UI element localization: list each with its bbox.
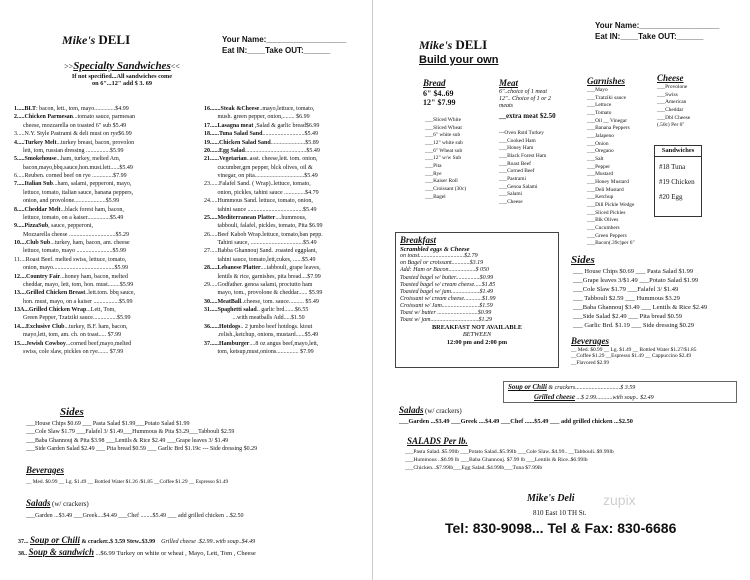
breakfast-item: Toasted bagel w/ butter................$0.99 — [400, 274, 494, 281]
specialty-item: lentils & rice, garnishes, pita bread....$7.99 — [204, 273, 321, 280]
right-sides-heading: Sides — [571, 254, 595, 266]
specialty-item: 29.....Godfather. genoa salami, prociutto ham — [204, 281, 313, 288]
bread-12-price: 12" $7.99 — [423, 98, 456, 108]
garnish-item: ___Oil __ Vinegar — [587, 117, 627, 124]
specialty-item: 25.....Mediterranean Platter....hummous, — [204, 214, 307, 221]
garnish-item: ___Tzatziki sauce — [587, 94, 627, 101]
sandwiches-list — [655, 157, 701, 209]
specialty-item: tom, ketsup,must,onions............... $7.99 — [204, 348, 314, 355]
cheese-item: (.50c) Per 6" — [657, 122, 685, 129]
sandwiches-heading: Sandwiches — [655, 146, 701, 157]
salad-lb-item: ___Hummous ..$6.99 lb ___Baba Ghannouj. $7.99 lb ___Lentils & Rice..$6.99lb — [405, 456, 588, 463]
specialty-item: 16.......Steak &Cheese..mayo,lettuce, tomato, — [204, 106, 315, 112]
cheese-item: ___Dbl Cheese — [657, 114, 691, 121]
specialty-item: 19......Chicken Salad Sand.......................$5.89 — [204, 139, 319, 146]
specialty-list-1 — [14, 106, 194, 357]
breakfast-item: Toast w/ butter ...........................$0.99 — [400, 309, 492, 316]
garnish-item: ___Jalapeno — [587, 133, 614, 140]
specialty-item: 7.....Italian Sub...ham, salami, pepperoni, mayo, — [14, 181, 132, 188]
meat-item: ___Genoa Salami — [499, 183, 538, 190]
specialty-item: 13....Grilled Chicken Breast..lett.tom. bbq sauce, — [14, 290, 136, 297]
specialty-item: 14....Exclusive Club...turkey, B.F. ham, bacon, — [14, 323, 128, 330]
specialty-item: 8.....Cheddar Melt...black forest ham, bacon, — [14, 206, 124, 213]
left-soup-sandwich: 38.. Soup & sandwich ...$6.99 Turkey on white or wheat , Mayo, Lett, Tom , Cheese — [18, 547, 256, 557]
garnish-item: ___Sliced Pickles — [587, 209, 626, 216]
meat-item: ___Black Forest Ham — [499, 153, 547, 160]
side-item: ___ Tabbouli $2.59 ___ Hummous $3.29 — [573, 294, 680, 302]
breakfast-item: Toasted bagel w/ cream cheese.....$1.85 — [400, 281, 496, 288]
breakfast-box — [395, 232, 559, 368]
bread-section — [423, 78, 455, 107]
specialty-item: onion, and provolone.....................$5.99 — [14, 198, 120, 205]
left-sides-heading: Sides — [60, 406, 84, 418]
breakfast-item: Toasted bagel w/ jam...................$1.49 — [400, 288, 493, 295]
garnish-item: ___Honey Mustard — [587, 179, 629, 186]
left-title — [62, 32, 130, 47]
specialty-item: 27.....Babba Ghannouj Sand. .roasted eggplant, — [204, 248, 317, 255]
sandwich-item: #18 Tuna — [659, 162, 686, 171]
specialty-item: lettuce, tomato, on a kaiser...............$5.49 — [14, 214, 124, 221]
specialty-item: 2.....Chicken Parmesan...tomato sauce, parmesan — [14, 114, 135, 121]
sandwiches-box — [654, 145, 702, 217]
cheese-heading: Cheese — [657, 73, 684, 83]
bread-6-price: 6" $4..69 — [423, 88, 454, 98]
left-sides-list — [26, 421, 371, 455]
right-soup-box — [503, 381, 737, 403]
left-beverages-heading: Beverages — [26, 465, 64, 475]
bread-item: ___6" Wheat sub — [425, 147, 463, 154]
specialty-item: 10....Club Sub...turkey, ham, bacon, am. cheese — [14, 240, 130, 246]
side-item: ___House Chips $0.69 ___ Pasta Salad $1.99___Potato Salad $1.99 — [26, 421, 190, 427]
left-menu-panel — [0, 0, 373, 580]
specialty-item: 6.....Reuben. corned beef on rye ..............$7.99 — [14, 173, 127, 179]
bread-item: ___Rye — [425, 170, 442, 177]
cheese-item: ___Cheddar — [657, 107, 684, 114]
specialty-item: 12....Country Fair...honey ham, bacon, melted — [14, 273, 128, 280]
cheese-item: ___American — [657, 99, 687, 106]
breakfast-item: on Bagel or croissant............$3.19 — [400, 260, 484, 267]
garnish-item: ___Cucumbers — [587, 225, 620, 232]
footer-address: 810 East 10 TH St. — [533, 509, 587, 517]
garnish-item: ___Deli Mustard — [587, 186, 624, 193]
meat-item: ___Salami — [499, 191, 523, 198]
garnish-item: ___Onion — [587, 140, 609, 147]
side-item: ___Baba Ghannouj $3.49 ___ Lentils & Rice $2.49 — [573, 303, 708, 311]
specialty-item: 24.....Hummous Sand. lettuce, tomato, onion, — [204, 198, 313, 205]
side-item: ___Baba Ghannouj & Pita $3.98 ___Lentils & Rice $2.49 ___Grape leaves 3/ $1.49 — [26, 437, 229, 444]
salad-lb-item: ___Chicken...$7.99lb___Egg Salad..$4.99lb___Tuna $7.99lb — [405, 464, 543, 471]
side-item: ___ House Chips $0.69 ___ Pasta Salad $1.99 — [573, 268, 694, 275]
right-salads-list: ___Garden ...$3.49 ___Greek ....$4.49 ___Chef ......$5.49 ___ add grilled chicken ...$2.50 — [399, 418, 633, 425]
specialty-item: 21......Vegetarian..asst. cheese,lett. tom. onion, — [204, 156, 318, 163]
garnish-item: ___Ketchup — [587, 194, 614, 201]
garnish-item: ___Pepper — [587, 163, 611, 170]
left-eatin-field[interactable]: Eat IN:____Take OUT:______ — [222, 46, 331, 56]
garnish-item: ___Oregano — [587, 148, 614, 155]
left-beverages-list: __ Med. $0.99 __ Lg. $1.49 __ Bottled Water $1.26 /$1.85 __Coffee $1.29 __ Espresso $1.49 — [26, 479, 229, 485]
right-salads-heading: Salads (w/ crackers) — [399, 405, 462, 415]
specialty-item: 18......Tuna Salad Sand............................$5.49 — [204, 131, 318, 138]
specialty-item: 20......Egg Salad.........................................$5.49 — [204, 147, 320, 154]
breakfast-item: on toast..............................$2.79 — [400, 253, 478, 260]
specialty-item: 1.....BLT: bacon, lett., tom, mayo..............$4.99 — [14, 106, 129, 112]
specialty-item: 37......Hamburger....8 oz angus beef,mayo,lett, — [204, 340, 319, 347]
left-order-fields — [222, 34, 346, 56]
meat-section: Meat 6"..choice of 1 meat 12".. Choice of 1 or 2 meats __extra meat $2.50 — [499, 78, 556, 120]
specialty-item: 26.....Beef Kabob Wrap.lettuce, tomato,ban pepp. — [204, 231, 323, 238]
specialty-item: Green Pepper, Tzatziki sauce................$5.99 — [14, 315, 131, 322]
cheese-list — [657, 84, 690, 130]
breakfast-item: Croissant w/ Jam.........................$1.59 — [400, 302, 493, 309]
specialty-item: tabbouli, falafel, pickles, tomato, Pita $6.99 — [204, 223, 323, 230]
specialty-item: hon. must, mayo, on a kaiser .................$5.99 — [14, 298, 133, 305]
specialty-item: 13A...Grilled Chicken Wrap...Lett, Tom, — [14, 307, 116, 313]
side-item: ___Grape leaves 3/$1.49 ___Potato Salad $1.99 — [573, 276, 699, 284]
specialty-item: 23......Falafel Sand. ( Wrap)..lettuce, tomato, — [204, 181, 311, 188]
sandwich-item: #20 Egg — [659, 193, 683, 202]
right-sides-list — [573, 268, 748, 331]
specialty-item: tahini sauce, tomato,lett,cukes, ......$5.49 — [204, 256, 316, 263]
specialty-item: cheese, mozzarella on toasted 6" sub $5.49 — [14, 122, 127, 129]
bread-item: ___6" white sub — [425, 132, 461, 139]
specialty-item: Mozzarella cheese ...............................$5.29 — [14, 231, 129, 238]
specialty-suffix: << — [170, 62, 180, 71]
salads-lb-list — [405, 449, 614, 473]
bread-item: ___Sliced White — [425, 117, 461, 123]
footer-phone: Tel: 830-9098... Tel & Fax: 830-6686 — [445, 520, 677, 536]
garnish-item: ___Dill Pickle Wedge — [587, 202, 635, 209]
specialty-item: 31.....Spaghetti salad.. garlic brd.......$6.55 — [204, 307, 309, 313]
breakfast-list — [400, 253, 554, 324]
garnish-item: ___Mustard — [587, 171, 614, 178]
specialty-item: cucumber,grn pepper, blck olives, oil & — [204, 164, 313, 171]
bread-item: ___Pita — [425, 163, 442, 170]
sandwich-item: #19 Chicken — [659, 178, 695, 187]
specialty-list-2 — [204, 106, 369, 357]
side-item: ___Side Salad $2.49 ___ Pita bread $0.59 — [573, 312, 683, 320]
meat-item: ___Cooked Ham — [499, 137, 536, 144]
specialty-item: tahini sauce .....................................$5.49 — [204, 206, 317, 213]
specialty-item: 9.....PizzaSub, sauce, pepperoni, — [14, 223, 93, 230]
specialty-item: lett, tom, russian dressing ................$5.99 — [14, 147, 124, 154]
specialty-heading-block — [32, 60, 212, 88]
garnishes-section — [587, 76, 625, 87]
breakfast-item: Croissant w/ cream cheese............$1.99 — [400, 295, 496, 302]
build-your-own-heading: Build your own — [419, 54, 499, 66]
specialty-heading: Specialty Sandwiches — [73, 60, 171, 72]
bread-item: ___Sliced Wheat — [425, 124, 462, 131]
specialty-item: mush. green pepper, onion,........ $6.99 — [204, 114, 310, 121]
meat-item: ___Cheese — [499, 199, 523, 206]
specialty-item: bacon,mayo,bbq.sauce,hon.must.lett......$5.49 — [14, 164, 133, 171]
specialty-item: 30.....MeatBall..cheese, tom. sauce.......... $5.49 — [204, 298, 319, 305]
specialty-item: 3.....N.Y. Style Pastrami & deli must on rye$6.99 — [14, 131, 132, 138]
garnish-item: ___Tomato — [587, 110, 612, 117]
garnish-item: ___Bacon(.39c)per 6" — [587, 240, 635, 247]
garnish-item: ___Banana Peppers — [587, 125, 630, 132]
breakfast-heading: Breakfast — [400, 235, 436, 245]
bread-item: ___Croissant (30c) — [425, 186, 467, 193]
left-salads-heading: Salads (w/ crackers) — [26, 498, 89, 508]
left-title-deli: DELI — [98, 32, 131, 47]
cheese-section — [657, 73, 684, 84]
specialty-item: 11....Roast Beef. melted swiss, lettuce, tomato, — [14, 256, 127, 263]
bread-item: ___Bagel — [425, 193, 446, 200]
specialty-item: ...with meatballs Add.....$1.50 — [204, 315, 305, 322]
specialty-item: onion, pickles, tahini sauce ..............$4.79 — [204, 189, 319, 196]
meat-item: ___Roast Beef — [499, 160, 531, 167]
right-beverages-heading: Beverages — [571, 336, 609, 346]
garnish-item: ___Lettuce — [587, 102, 612, 109]
bread-list — [425, 117, 466, 201]
specialty-note-1: If not specified...All sandwiches come — [71, 72, 173, 80]
garnish-item: ___Blk Olives — [587, 217, 619, 224]
meat-item: ___Honey Ham — [499, 145, 534, 152]
meat-item: ___Pastrami — [499, 176, 526, 183]
breakfast-note: BREAKFAST NOT AVAILABLE BETWEEN 12:00 pm and 2:00 pm — [431, 324, 523, 346]
left-title-mikes: Mike's — [62, 33, 96, 47]
specialty-note-2: on 6"...12" add $ 3. 69 — [91, 80, 152, 88]
side-item: ___ Garlic Brd. $1.19 ___ Side dressing $0.29 — [573, 321, 694, 329]
specialty-item: 28.....Lebanese Platter....tabbouli, grape leaves, — [204, 265, 321, 272]
side-item: ___Cole Slaw $1.79 ___Falafel 3/ $1.49 — [573, 285, 679, 293]
specialty-prefix: >> — [64, 62, 74, 71]
bread-item: ___Kaiser Roll — [425, 178, 458, 185]
garnishes-list — [587, 87, 635, 248]
right-name-field[interactable]: Your Name:__________________ — [595, 21, 720, 30]
cheese-item: ___Provolone — [657, 84, 688, 90]
right-eatin-field[interactable]: Eat IN:____Take OUT:______ — [595, 32, 704, 42]
specialty-item: 17.....Lasagna meat ,Salad & garlic bread$6.99 — [204, 122, 320, 129]
right-title: Mike's DELI — [419, 37, 488, 52]
side-item: ___Side Garden Salad $2.49 ___ Pita bread $0.59 ___ Garlic Brd $1.19c --- Side dressing $0.29 — [26, 446, 258, 453]
specialty-item: 5.....Smokehouse...ham, turkey, melted Am, — [14, 156, 121, 163]
cheese-item: ___Swiss — [657, 91, 678, 98]
specialty-item: mayo,lett, tom, am. ch. on toast..... $7.99 — [14, 332, 122, 339]
right-beverages-list: __ Med. $0.99 __ Lg. $1.49 __ Bottled Water $1.27/$1.85 __Coffee $1.29 __Espresso $1.49 __ Cappuccino $2.49 __Flavored $2.99 — [571, 347, 697, 366]
extra-meat: __extra meat $2.50 — [499, 111, 556, 120]
specialty-item: 15....Jewish Cowboy...corned beef,mayo,melted — [14, 340, 132, 347]
left-name-field[interactable]: Your Name:__________________ — [222, 35, 347, 44]
specialty-item: lettuce, tomato, italian sauce, banana peppers, — [14, 189, 134, 196]
right-order-fields — [595, 20, 719, 42]
bread-item: ___12" w/w Sub — [425, 155, 462, 162]
left-salads-list: ___Garden ...$3.49 ___Greek....$4.49 ___Chef ........$5.49 ___ add grilled chicken ...$2.50 — [26, 513, 244, 519]
garnish-item: ___Green Peppers — [587, 232, 627, 239]
right-menu-panel — [375, 0, 750, 580]
specialty-item: swiss, cole slaw, pickles on rye....... $7.99 — [14, 348, 124, 355]
garnish-item: ___Mayo — [587, 87, 608, 93]
salads-lb-heading: SALADS Per lb. — [407, 436, 468, 446]
specialty-item: vinegar, on pita.................................$5.49 — [204, 173, 318, 179]
specialty-item: onion, mayo.........................................$5.99 — [14, 265, 128, 272]
bread-heading: Bread — [423, 78, 446, 88]
right-soup-line: Soup or Chili & crackers..............................$ 3.59 — [508, 383, 636, 391]
salad-lb-item: ___Pasta Salad..$5.99lb ___Potato Salad..$5.99lb ___Cole Slaw..$4.99.. __Tabbouli..$9.99lb — [405, 449, 614, 455]
left-grilled-cheese: Grilled cheese .$2.99..with soup..$4.49 — [161, 539, 256, 545]
watermark: zupix — [603, 492, 636, 508]
breakfast-item: Add: Ham or Bacon..................$ 050 — [400, 267, 489, 274]
meat-list — [499, 130, 546, 207]
specialty-item: .relish.,ketchup, onions, mustard......$5.49 — [204, 332, 319, 339]
specialty-item: 36......Hotdogs.. 2 jumbo beef hotdogs. ktout — [204, 323, 313, 330]
specialty-item: Tahini sauce, ...................................$5.49 — [204, 240, 317, 246]
left-soup-line: 37... Soup or Chili & cracker..$ 3.59 Stew..$3.99 Grilled cheese .$2.99..with soup..$4.49 — [18, 535, 256, 545]
bread-item: ___12" white sub — [425, 140, 463, 147]
meat-item: ---Oven Rstd Turkey — [499, 130, 544, 136]
breakfast-subheading: Scrambled eggs & Cheese — [400, 245, 470, 253]
specialty-item: 4.....Turkey Melt...turkey breast, bacon, provolon — [14, 139, 135, 146]
meat-heading: Meat — [499, 78, 518, 88]
specialty-item: mayo, tom., provolone & cheddar...... $5.99 — [204, 290, 323, 297]
breakfast-item: Toast w/ jam................................$1.29 — [400, 316, 492, 323]
specialty-item: lettuce, tomato, mayo ........................$5.99 — [14, 248, 126, 255]
garnishes-heading: Garnishes — [587, 76, 626, 86]
garnish-item: ___Salt — [587, 156, 604, 163]
right-grilled-line: Grilled cheese ...$ 2.99...........with soup.. $2.49 — [534, 393, 654, 402]
side-item: ___Cole Slaw $1.79 ___Falafel 3/ $1.49___Hummous & Pita $3.29___Tabbouli $2.59 — [26, 429, 235, 436]
meat-item: ___Corned Beef — [499, 168, 535, 175]
specialty-item: cheddar, mayo, lett, tom, hon. must........$5.99 — [14, 281, 134, 288]
footer-name: Mike's Deli — [527, 493, 575, 504]
